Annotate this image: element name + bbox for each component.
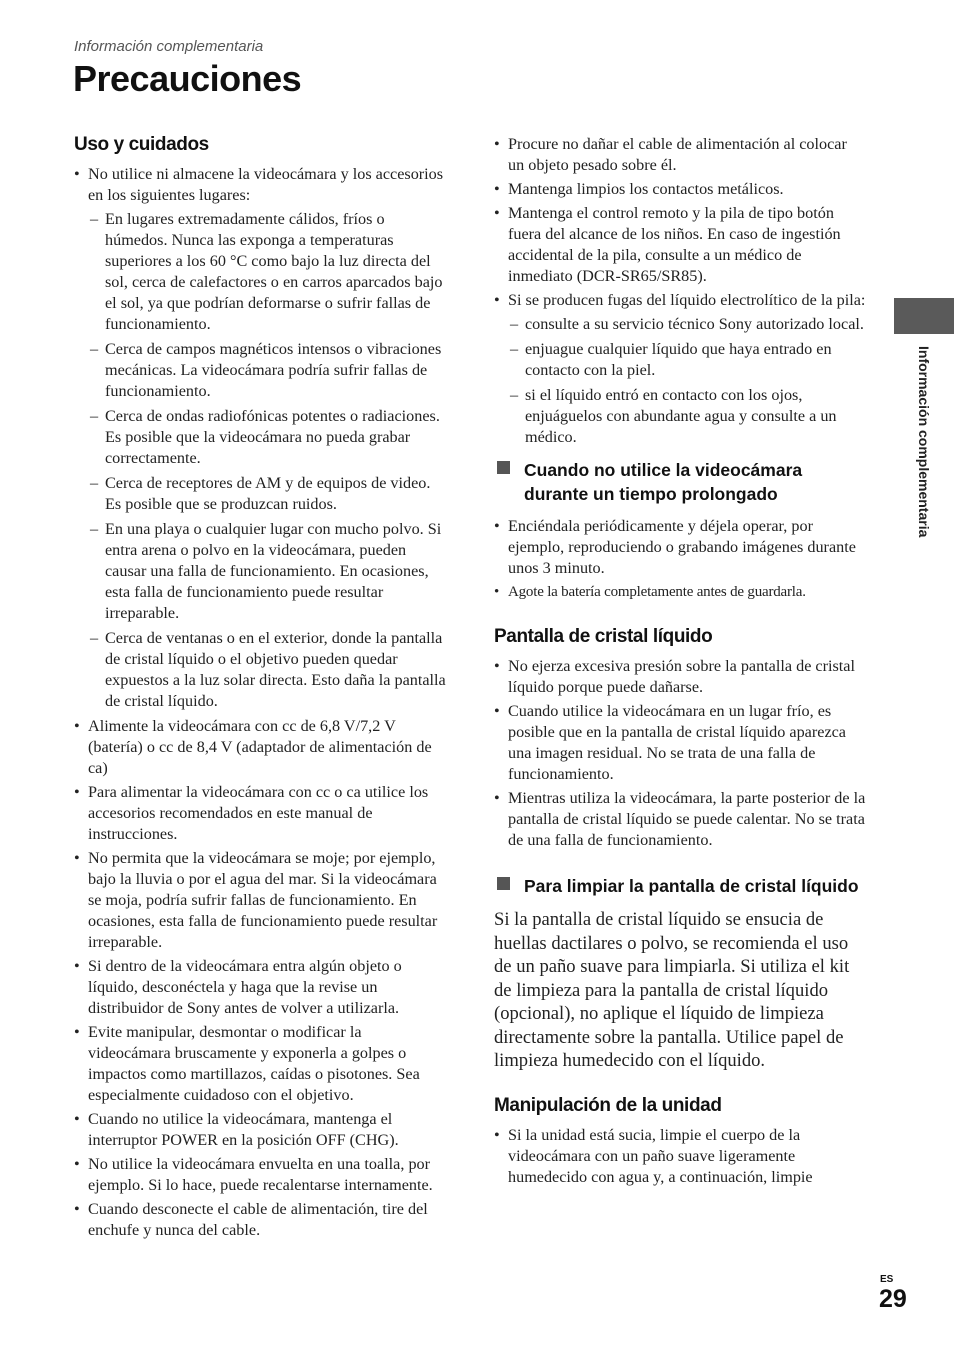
list-item [494,134,866,176]
list-item-text: Alimente la videocámara con cc de 6,8 V/7,2 V (batería) o cc de 8,4 V (adaptador de alimentación de ca) [88,717,432,777]
dash-list-pila [508,314,866,448]
bullet-icon: • [494,702,500,720]
list-item [74,716,446,779]
left-column [74,134,446,1244]
dash-item-text: Cerca de receptores de AM y de equipos de video. Es posible que se produzcan ruidos. [105,474,431,513]
bullet-icon: • [494,291,500,309]
list-item-text: Evite manipular, desmontar o modificar la videocámara bruscamente y exponerla a golpes o impactos como martillazos, caídas o pisotones. Sea especialmente cuidadoso con el objetivo. [88,1023,420,1104]
list-item [74,1154,446,1196]
side-tab-marker [894,298,954,334]
dash-item [88,209,446,335]
dash-item-text: enjuague cualquier líquido que haya entrado en contacto con la piel. [525,340,832,379]
page-number: 29 [879,1285,907,1313]
bullet-list-pantalla [494,656,866,851]
bullet-icon: • [74,1200,80,1218]
bullet-icon: • [494,204,500,222]
bullet-icon: • [494,517,500,535]
list-item [494,701,866,785]
list-item [74,782,446,845]
bullet-list-continued [494,134,866,448]
list-item-text: Mantenga limpios los contactos metálicos. [508,180,784,198]
list-item-text: No utilice ni almacene la videocámara y los accesorios en los siguientes lugares: [88,165,444,204]
dash-icon: – [510,340,519,358]
dash-list-lugares [88,209,446,712]
list-item [494,656,866,698]
list-item-text: Si dentro de la videocámara entra algún objeto o líquido, desconéctela y haga que la revise un distribuidor de Sony antes de volver a utilizarla. [88,957,402,1017]
list-item [494,179,866,200]
side-tab-label: Información complementaria [916,346,932,538]
bullet-icon: • [494,1125,500,1144]
dash-icon: – [90,340,99,358]
dash-item-text: En lugares extremadamente cálidos, fríos o húmedos. Nunca las exponga a temperaturas superiores a los 60 °C como bajo la luz directa del sol, cerca de calefactores o en carros aparcados bajo el sol, ya que podrían deformarse o sufrir fallas de funcionamiento. [105,210,443,333]
bullet-icon: • [494,657,500,675]
square-bullet-icon [497,877,510,890]
list-item-text: No utilice la videocámara envuelta en una toalla, por ejemplo. Si lo hace, puede recalentarse internamente. [88,1155,433,1194]
list-item-text: Cuando no utilice la videocámara, mantenga el interruptor POWER en la posición OFF (CHG). [88,1110,399,1149]
bullet-icon: • [494,180,500,198]
list-item-text: Mientras utiliza la videocámara, la parte posterior de la pantalla de cristal líquido se puede calentar. No se trata de una falla de funcionamiento. [508,789,866,849]
list-item [494,582,866,603]
list-item [74,956,446,1019]
list-item [494,1125,866,1188]
subheading-limpiar [494,874,866,898]
list-item [494,788,866,851]
dash-item [88,628,446,712]
list-item-text: Enciéndala periódicamente y déjela operar, por ejemplo, reproduciendo o grabando imágenes durante unos 3 minuto. [508,517,856,577]
list-item [74,1199,446,1241]
list-item [74,1109,446,1151]
subheading-no-utilice [494,458,866,506]
dash-item [508,314,866,335]
dash-icon: – [90,520,99,538]
dash-item [508,385,866,448]
list-item-text: No permita que la videocámara se moje; por ejemplo, bajo la lluvia o por el agua del mar. Si la videocámara se moja, podría sufrir fallas de funcionamiento. En ocasiones, esta falla de funcionamiento puede resultar irreparable. [88,849,438,951]
dash-icon: – [90,407,99,425]
dash-icon: – [510,315,519,333]
list-item [74,164,446,712]
list-item-text: Agote la batería completamente antes de guardarla. [508,584,806,600]
dash-item [88,339,446,402]
list-item [494,516,866,579]
dash-icon: – [510,386,519,404]
subheading-text: Para limpiar la pantalla de cristal líquido [524,876,859,896]
list-item [494,203,866,287]
list-item-text: Procure no dañar el cable de alimentación al colocar un objeto pesado sobre él. [508,135,847,174]
list-item-text: Para alimentar la videocámara con cc o ca utilice los accesorios recomendados en este manual de instrucciones. [88,783,429,843]
subheading-text: Cuando no utilice la videocámara durante un tiempo prolongado [524,460,803,504]
dash-item [88,406,446,469]
dash-item-text: si el líquido entró en contacto con los ojos, enjuáguelos con abundante agua y consulte a un médico. [525,386,837,446]
list-item-text: Si la unidad está sucia, limpie el cuerpo de la videocámara con un paño suave ligeramente humedecido con agua y, a continuación, limpie [508,1125,813,1186]
bullet-icon: • [74,1155,80,1173]
page-title: Precauciones [73,58,302,99]
dash-item-text: Cerca de campos magnéticos intensos o vibraciones mecánicas. La videocámara podría sufrir fallas de funcionamiento. [105,340,442,400]
list-item [74,1022,446,1106]
dash-item [88,519,446,624]
bullet-icon: • [74,783,80,801]
dash-item-text: Cerca de ondas radiofónicas potentes o radiaciones. Es posible que la videocámara no pueda grabar correctamente. [105,407,440,467]
dash-item-text: Cerca de ventanas o en el exterior, donde la pantalla de cristal líquido o el objetivo pueden quedar expuestos a la luz solar directa. Esto daña la pantalla de cristal líquido. [105,629,446,710]
dash-icon: – [90,210,99,228]
bullet-icon: • [74,717,80,735]
heading-uso-y-cuidados: Uso y cuidados [74,134,209,155]
bullet-list-prolongado [494,516,866,603]
list-item [74,848,446,953]
dash-item [88,473,446,515]
list-item-text: Cuando desconecte el cable de alimentación, tire del enchufe y nunca del cable. [88,1200,428,1239]
bullet-icon: • [74,1110,80,1128]
list-item-text: No ejerza excesiva presión sobre la pantalla de cristal líquido porque puede dañarse. [508,657,855,696]
language-code: ES [880,1274,894,1285]
right-column [494,134,866,1191]
bullet-list-uso [74,164,446,1241]
bullet-icon: • [74,849,80,867]
list-item-text: Si se producen fugas del líquido electrolítico de la pila: [508,291,866,309]
list-item-text: Cuando utilice la videocámara en un lugar frío, es posible que en la pantalla de cristal líquido aparezca una imagen residual. No se trata de una falla de funcionamiento. [508,702,846,783]
bullet-icon: • [494,789,500,807]
heading-manipulacion: Manipulación de la unidad [494,1094,722,1116]
bullet-icon: • [74,1023,80,1041]
dash-item-text: consulte a su servicio técnico Sony autorizado local. [525,315,864,333]
heading-pantalla: Pantalla de cristal líquido [494,626,713,647]
section-label: Información complementaria [74,38,264,55]
square-bullet-icon [497,461,510,474]
cleaning-paragraph: Si la pantalla de cristal líquido se ensucia de huellas dactilares o polvo, se recomienda el uso de un paño suave para limpiarla. Si utiliza el kit de limpieza para la pantalla de cristal líquido (opcional), no aplique el líquido de limpieza directamente sobre la pantalla. Utilice papel de limpieza humedecido con el líquido. [494,909,850,1071]
dash-item-text: En una playa o cualquier lugar con mucho polvo. Si entra arena o polvo en la videocámara, pueden causar una falla de funcionamiento. En ocasiones, esta falla de funcionamiento puede resultar irreparable. [105,520,442,622]
list-item [494,290,866,448]
dash-item [508,339,866,381]
bullet-icon: • [494,584,500,600]
list-item-text: Mantenga el control remoto y la pila de tipo botón fuera del alcance de los niños. En caso de ingestión accidental de la pila, consulte a un médico de inmediato (DCR-SR65/SR85). [508,204,841,285]
bullet-icon: • [494,135,500,153]
bullet-icon: • [74,165,80,183]
dash-icon: – [90,474,99,492]
dash-icon: – [90,629,99,647]
bullet-icon: • [74,957,80,975]
bullet-list-manipulacion [494,1125,866,1188]
